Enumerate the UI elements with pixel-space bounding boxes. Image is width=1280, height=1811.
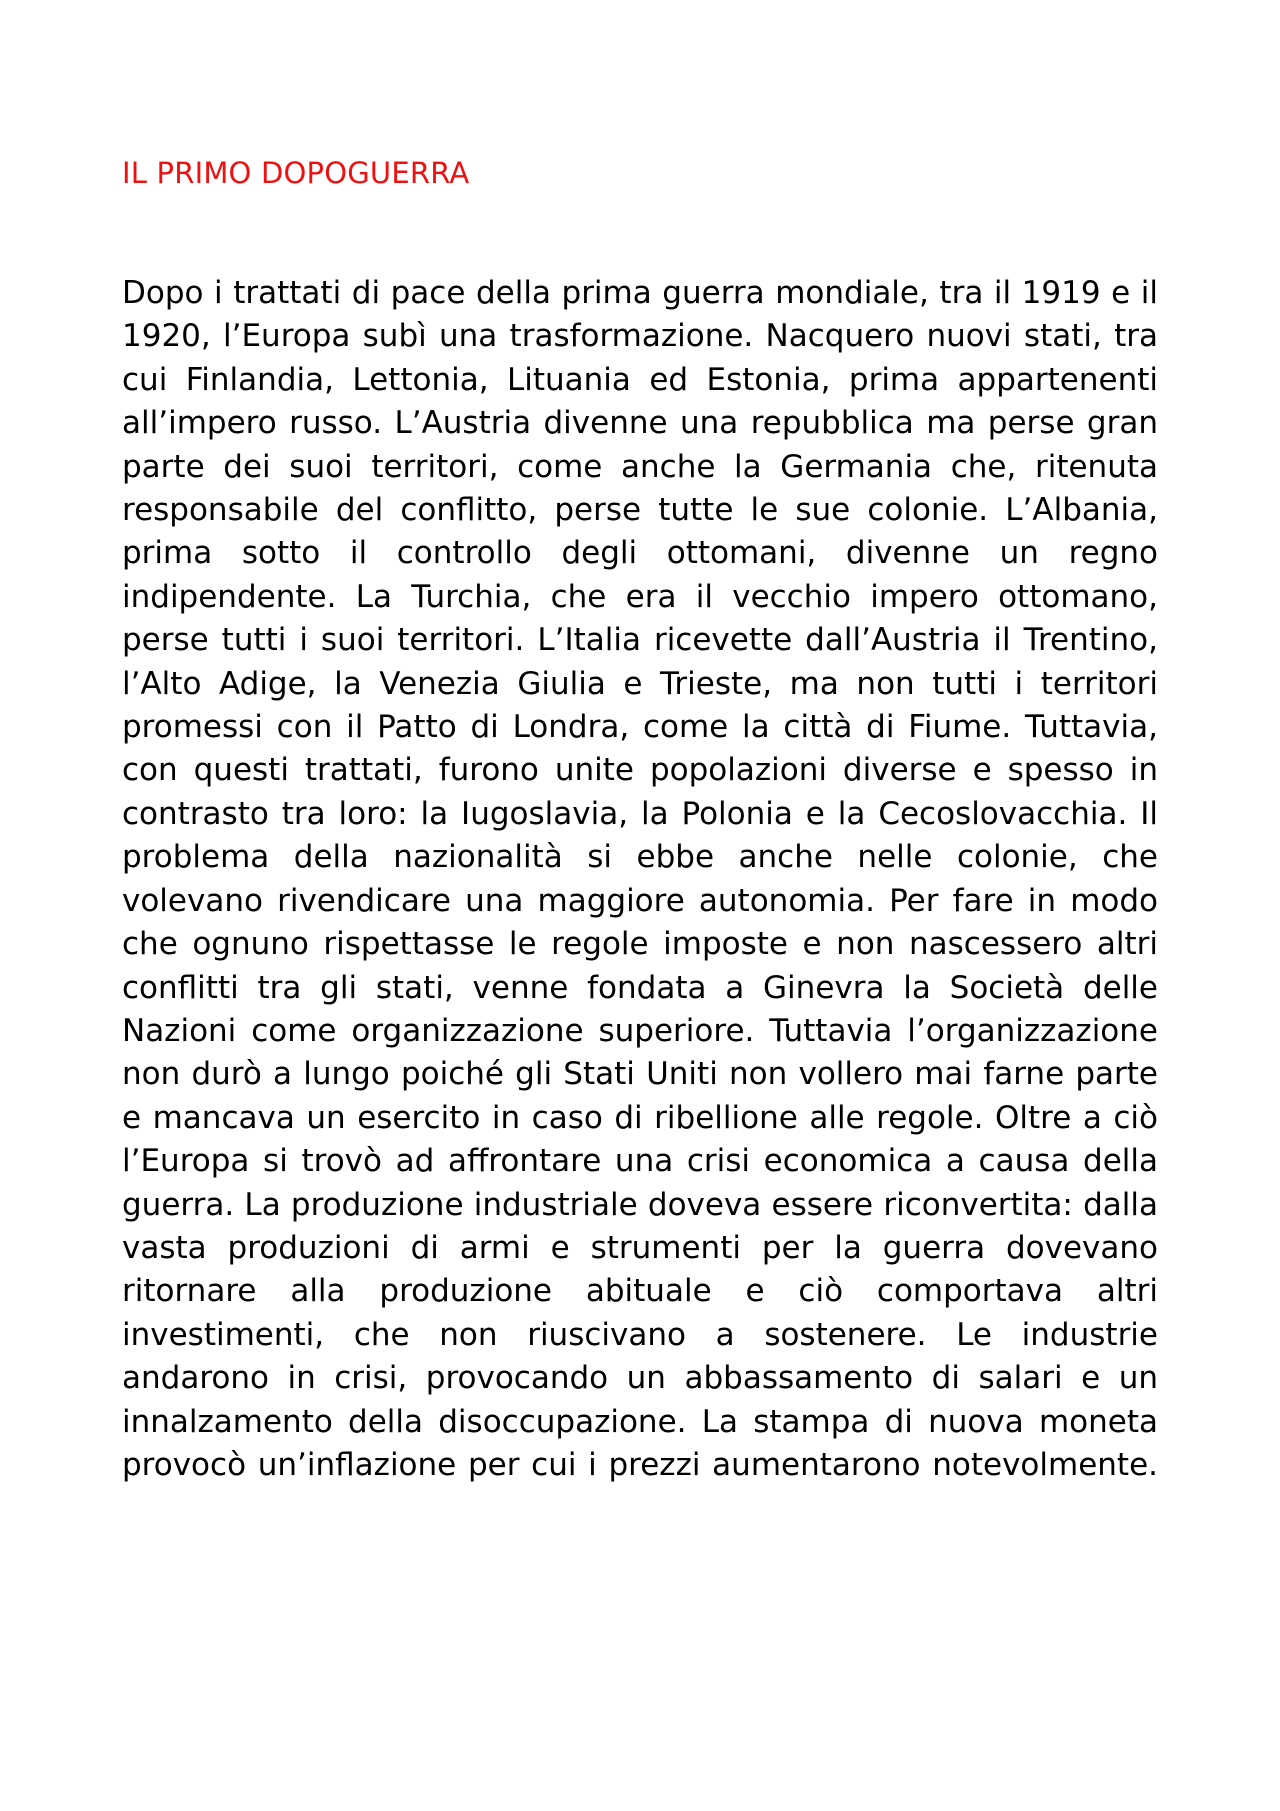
document-title: IL PRIMO DOPOGUERRA: [122, 156, 470, 190]
body-paragraph: Dopo i trattati di pace della prima guerra mondiale, tra il 1919 e il 1920, l’Europa subì una trasformazione. Nacquero nuovi stati, tra cui Finlandia, Lettonia, Lituania ed Estonia, prima appartenenti all’impero russo. L’Austria divenne una repubblica ma perse gran parte dei suoi territori, come anche la Germania che, ritenuta responsabile del conflitto, perse tutte le sue colonie. L’Albania, prima sotto il controllo degli ottomani, divenne un regno indipendente. La Turchia, che era il vecchio impero ottomano, perse tutti i suoi territori. L’Italia ricevette dall’Austria il Trentino, l’Alto Adige, la Venezia Giulia e Trieste, ma non tutti i territori promessi con il Patto di Londra, come la città di Fiume. Tuttavia, con questi trattati, furono unite popolazioni diverse e spesso in contrasto tra loro: la Iugoslavia, la Polonia e la Cecoslovacchia. Il problema della nazionalità si ebbe anche nelle colonie, che volevano rivendicare una maggiore autonomia. Per fare in modo che ognuno rispettasse le regole imposte e non nascessero altri conflitti tra gli stati, venne fondata a Ginevra la Società delle Nazioni come organizzazione superiore. Tuttavia l’organizzazione non durò a lungo poiché gli Stati Uniti non vollero mai farne parte e mancava un esercito in caso di ribellione alle regole. Oltre a ciò l’Europa si trovò ad affrontare una crisi economica a causa della guerra. La produzione industriale doveva essere riconvertita: dalla vasta produzioni di armi e strumenti per la guerra dovevano ritornare alla produzione abituale e ciò comportava altri investimenti, che non riuscivano a sostenere. Le industrie andarono in crisi, provocando un abbassamento di salari e un innalzamento della disoccupazione. La stampa di nuova moneta provocò un’inflazione per cui i prezzi aumentarono notevolmente.: [122, 275, 1158, 1483]
